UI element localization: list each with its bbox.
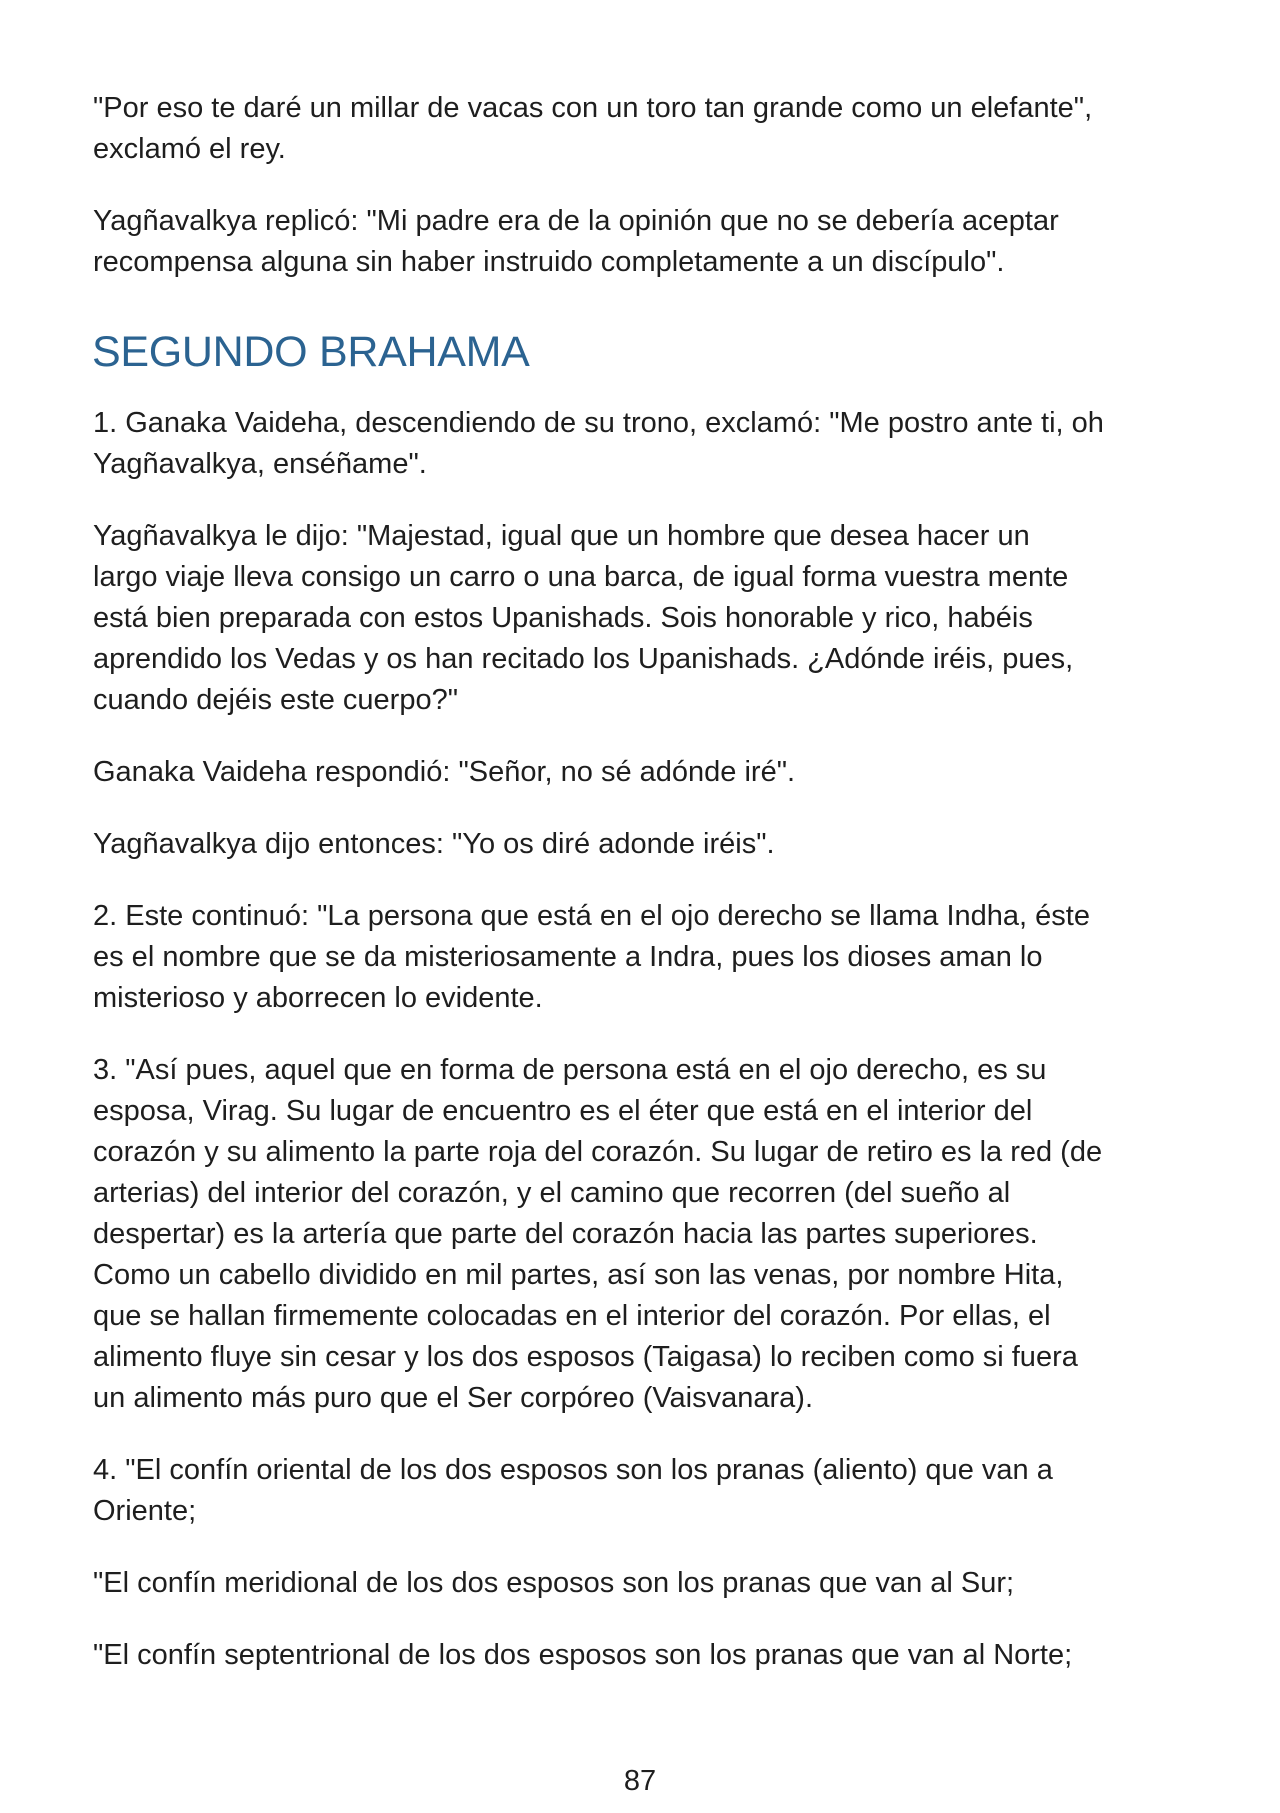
paragraph: Ganaka Vaideha respondió: "Señor, no sé adónde iré".	[93, 756, 796, 788]
paragraph: Yagñavalkya dijo entonces: "Yo os diré adonde iréis".	[93, 828, 775, 860]
paragraph: "El confín septentrional de los dos esposos son los pranas que van al Norte;	[93, 1639, 1073, 1671]
page-content	[93, 88, 1193, 1707]
section-heading: SEGUNDO BRAHAMA	[92, 328, 530, 376]
paragraph: 2. Este continuó: "La persona que está en el ojo derecho se llama Indha, éste es el nombre que se da misteriosamente a Indra, pues los dioses aman lo misterioso y aborrecen lo evidente.	[93, 900, 1090, 1014]
paragraph: 3. "Así pues, aquel que en forma de persona está en el ojo derecho, es su esposa, Virag. Su lugar de encuentro es el éter que está en el interior del corazón y su alimento la parte roja del corazón. Su lugar de retiro es la red (de arterias) del interior del corazón, y el camino que recorren (del sueño al despertar) es la artería que parte del corazón hacia las partes superiores. Como un cabello dividido en mil partes, así son las venas, por nombre Hita, que se hallan firmemente colocadas en el interior del corazón. Por ellas, el alimento fluye sin cesar y los dos esposos (Taigasa) lo reciben como si fuera un alimento más puro que el Ser corpóreo (Vaisvanara).	[93, 1054, 1103, 1414]
page-number: 87	[623, 1765, 657, 1797]
paragraph: Yagñavalkya replicó: "Mi padre era de la opinión que no se debería aceptar recompensa alguna sin haber instruido completamente a un discípulo".	[93, 205, 1059, 278]
paragraph: "El confín meridional de los dos esposos son los pranas que van al Sur;	[93, 1567, 1015, 1599]
paragraph: Yagñavalkya le dijo: "Majestad, igual que un hombre que desea hacer un largo viaje lleva consigo un carro o una barca, de igual forma vuestra mente está bien preparada con estos Upanishads. Sois honorable y rico, habéis aprendido los Vedas y os han recitado los Upanishads. ¿Adónde iréis, pues, cuando dejéis este cuerpo?"	[93, 520, 1074, 716]
paragraph: "Por eso te daré un millar de vacas con un toro tan grande como un elefante", exclamó el rey.	[93, 92, 1093, 165]
paragraph: 4. "El confín oriental de los dos esposos son los pranas (aliento) que van a Oriente;	[93, 1454, 1053, 1527]
paragraph: 1. Ganaka Vaideha, descendiendo de su trono, exclamó: "Me postro ante ti, oh Yagñavalkya, enséñame".	[93, 407, 1104, 480]
